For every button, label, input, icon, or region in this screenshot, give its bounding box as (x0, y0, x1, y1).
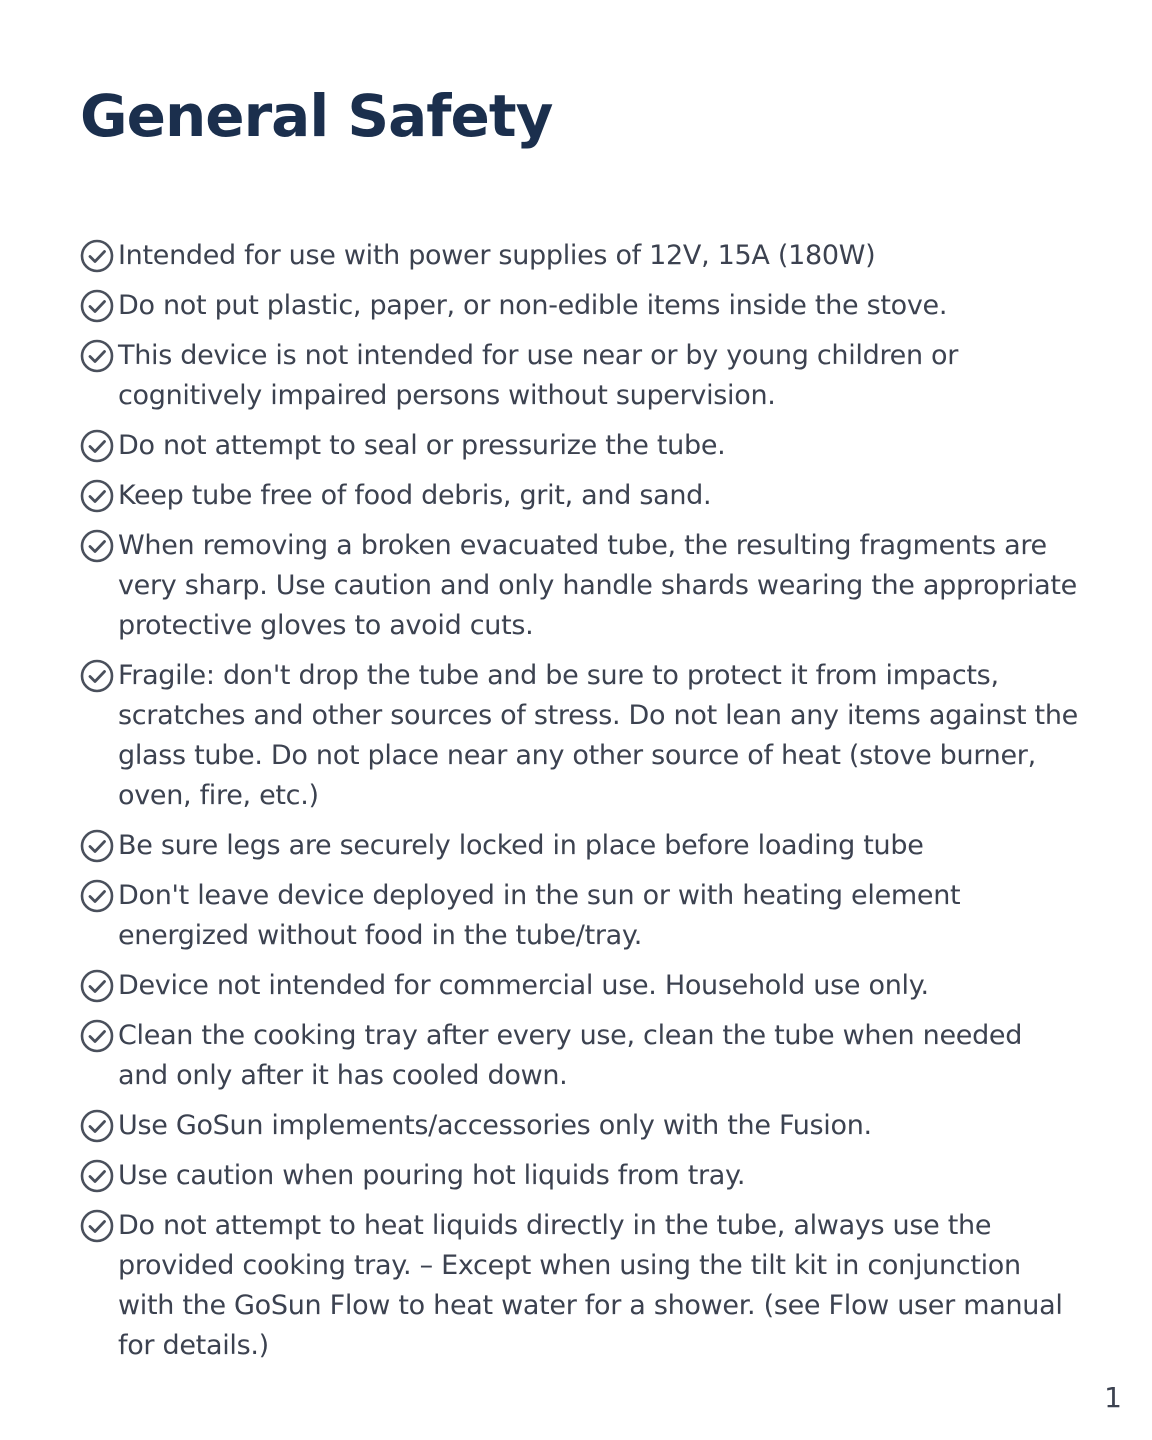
check-circle-icon (80, 336, 118, 376)
list-item-text: Clean the cooking tray after every use, clean the tube when needed and only after it has cooled down. (118, 1020, 1023, 1091)
list-item (80, 286, 1080, 326)
list-item (80, 476, 1080, 516)
list-item-text: Intended for use with power supplies of 12V, 15A (180W) (118, 240, 876, 271)
list-item-text: Keep tube free of food debris, grit, and sand. (118, 480, 712, 511)
list-item-text: This device is not intended for use near or by young children or cognitively impaired persons without supervision. (118, 340, 959, 411)
check-circle-icon (80, 876, 118, 916)
list-item-text: Don't leave device deployed in the sun or with heating element energized without food in the tube/tray. (118, 880, 961, 951)
page-number: 1 (1104, 1381, 1122, 1414)
list-item-text: Use GoSun implements/accessories only with the Fusion. (118, 1110, 872, 1141)
list-item (80, 336, 1080, 416)
check-circle-icon (80, 526, 118, 566)
check-circle-icon (80, 286, 118, 326)
check-circle-icon (80, 426, 118, 466)
check-circle-icon (80, 1156, 118, 1196)
check-circle-icon (80, 1106, 118, 1146)
check-circle-icon (80, 1016, 118, 1056)
check-circle-icon (80, 966, 118, 1006)
list-item (80, 1106, 1080, 1146)
list-item (80, 656, 1080, 816)
check-circle-icon (80, 236, 118, 276)
list-item (80, 526, 1080, 646)
page-title: General Safety (80, 82, 553, 150)
list-item-text: Do not attempt to heat liquids directly in the tube, always use the provided cooking tray. – Except when using the tilt kit in conjunction with the GoSun Flow to heat water for a shower. (see Flow user manual for details.) (118, 1210, 1063, 1361)
check-circle-icon (80, 826, 118, 866)
list-item (80, 236, 1080, 276)
list-item (80, 1016, 1080, 1096)
list-item-text: When removing a broken evacuated tube, the resulting fragments are very sharp. Use caution and only handle shards wearing the appropriate protective gloves to avoid cuts. (118, 530, 1077, 641)
list-item-text: Do not attempt to seal or pressurize the tube. (118, 430, 726, 461)
check-circle-icon (80, 1206, 118, 1246)
list-item-text: Device not intended for commercial use. Household use only. (118, 970, 929, 1001)
list-item-text: Do not put plastic, paper, or non-edible items inside the stove. (118, 290, 948, 321)
list-item (80, 876, 1080, 956)
list-item-text: Be sure legs are securely locked in place before loading tube (118, 830, 924, 861)
list-item (80, 966, 1080, 1006)
list-item (80, 826, 1080, 866)
list-item-text: Fragile: don't drop the tube and be sure to protect it from impacts, scratches and other sources of stress. Do not lean any items against the glass tube. Do not place near any other source of heat (stove burner, oven, fire, etc.) (118, 660, 1078, 811)
list-item (80, 426, 1080, 466)
list-item (80, 1206, 1080, 1366)
list-item-text: Use caution when pouring hot liquids from tray. (118, 1160, 746, 1191)
check-circle-icon (80, 656, 118, 696)
list-item (80, 1156, 1080, 1196)
safety-list (80, 236, 1080, 1376)
check-circle-icon (80, 476, 118, 516)
